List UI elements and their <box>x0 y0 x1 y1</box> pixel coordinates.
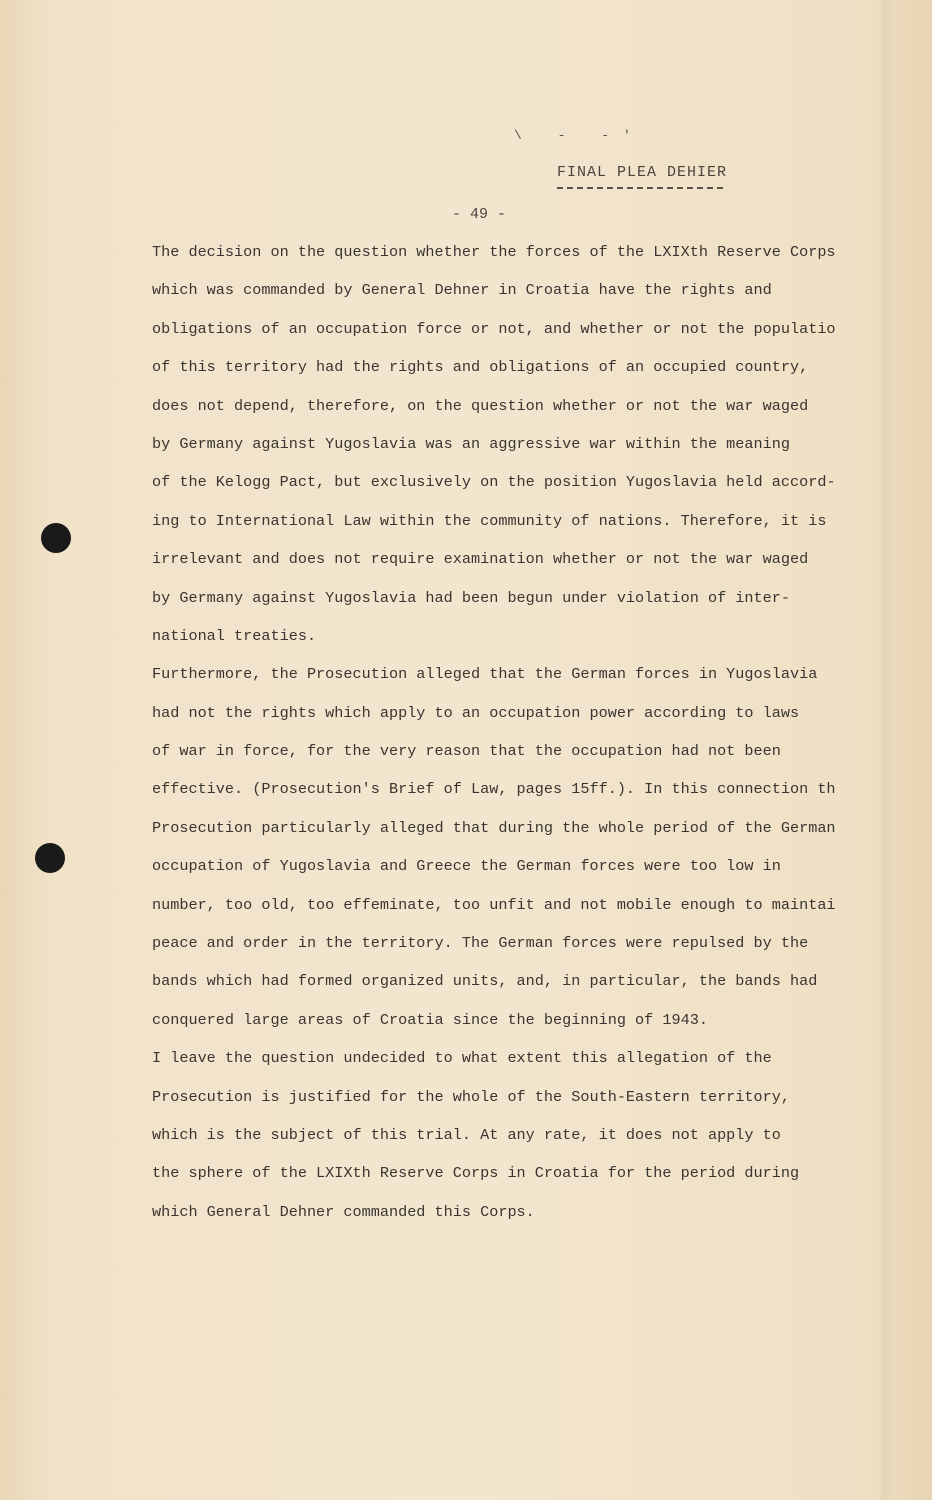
stray-typewriter-marks: \ - -' <box>514 128 645 143</box>
text-line: of this territory had the rights and obligations of an occupied country, <box>152 358 809 377</box>
punch-hole <box>41 523 71 553</box>
text-line: does not depend, therefore, on the question whether or not the war waged <box>152 396 809 415</box>
text-line: The decision on the question whether the forces of the LXIXth Reserve Corps <box>152 243 836 261</box>
text-line: the sphere of the LXIXth Reserve Corps in Croatia for the period during <box>152 1164 800 1183</box>
text-line: ing to International Law within the community of nations. Therefore, it is <box>152 511 827 530</box>
text-line: of the Kelogg Pact, but exclusively on the position Yugoslavia held accord- <box>152 473 836 492</box>
text-line: peace and order in the territory. The German forces were repulsed by the <box>152 934 809 953</box>
text-line: irrelevant and does not require examination whether or not the war waged <box>152 550 809 569</box>
text-line: Furthermore, the Prosecution alleged that the German forces in Yugoslavia <box>152 665 818 684</box>
text-line: which is the subject of this trial. At any rate, it does not apply to <box>152 1125 781 1144</box>
body-text <box>152 240 892 1238</box>
punch-hole <box>35 843 65 873</box>
text-line: number, too old, too effeminate, too unfit and not mobile enough to maintai <box>152 895 836 914</box>
document-header-title: FINAL PLEA DEHIER <box>557 164 728 181</box>
text-line: which was commanded by General Dehner in Croatia have the rights and <box>152 281 772 300</box>
page-number: - 49 - <box>452 206 507 223</box>
text-line: national treaties. <box>152 626 317 645</box>
text-line: which General Dehner commanded this Corps. <box>152 1202 535 1221</box>
text-line: of war in force, for the very reason that the occupation had not been <box>152 742 781 761</box>
text-line: bands which had formed organized units, and, in particular, the bands had <box>152 972 818 991</box>
text-line: Prosecution particularly alleged that during the whole period of the German <box>152 818 836 837</box>
text-line: had not the rights which apply to an occupation power according to laws <box>152 703 800 722</box>
text-line: conquered large areas of Croatia since the beginning of 1943. <box>152 1010 708 1029</box>
text-line: by Germany against Yugoslavia was an aggressive war within the meaning <box>152 434 790 453</box>
header-underline <box>557 187 723 189</box>
text-line: occupation of Yugoslavia and Greece the German forces were too low in <box>152 857 781 876</box>
text-line: effective. (Prosecution's Brief of Law, pages 15ff.). In this connection th <box>152 780 836 799</box>
text-line: obligations of an occupation force or not, and whether or not the populatio <box>152 319 836 338</box>
text-line: Prosecution is justified for the whole of the South-Eastern territory, <box>152 1087 790 1106</box>
text-line: I leave the question undecided to what extent this allegation of the <box>152 1049 772 1068</box>
text-line: by Germany against Yugoslavia had been begun under violation of inter- <box>152 588 790 607</box>
